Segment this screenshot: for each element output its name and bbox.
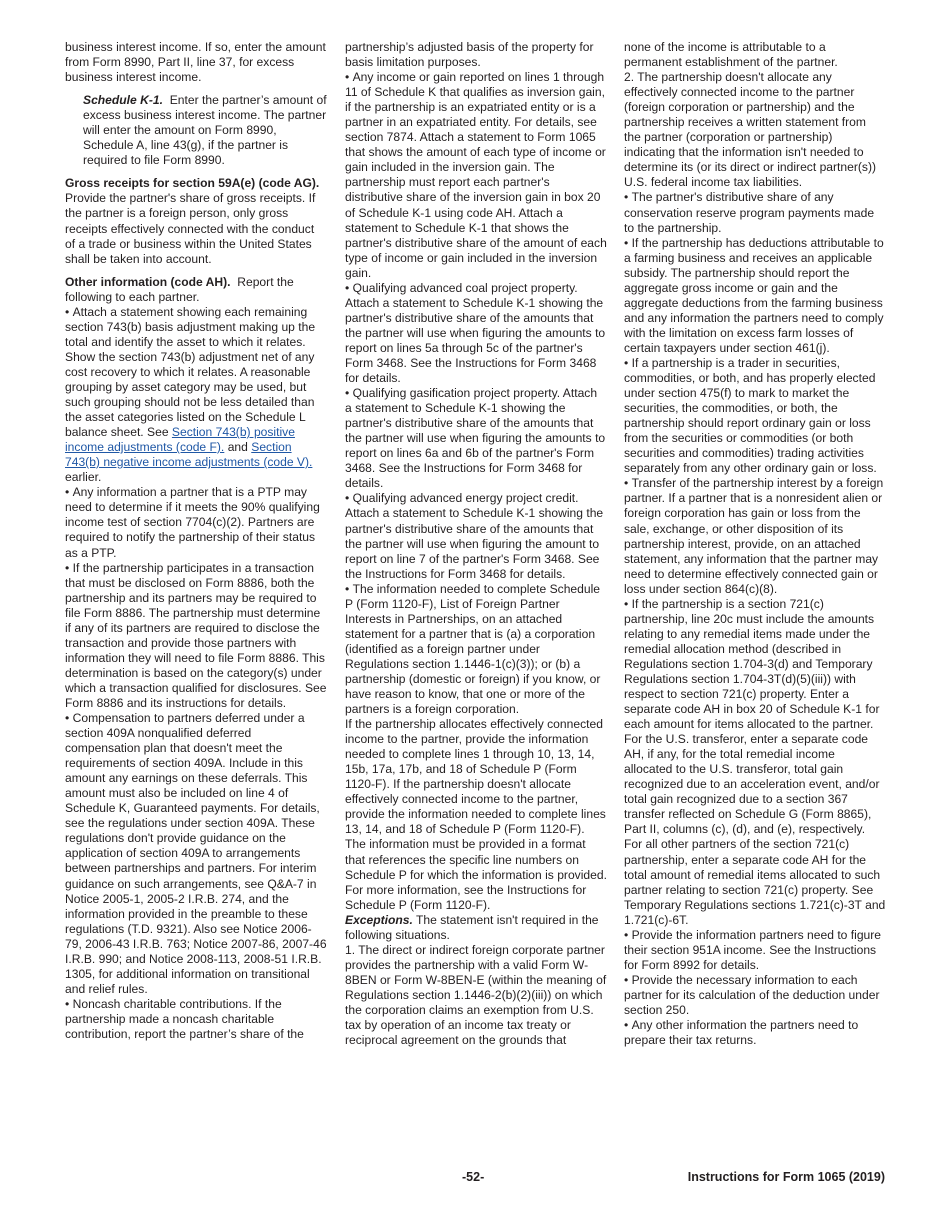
bullet-transfer-interest: • Transfer of the partnership interest by a foreign partner. If a partner that is a nonresident alien or foreign corporation has gain or loss from the sale, exchange, or other disposition of its partnership interest, provide, on an attached statement, any information that the partner may need to determine effectively connected gain or loss under section 864(c)(8). (624, 476, 886, 596)
other-information-text: Report the following to each partner. (65, 274, 294, 304)
paragraph: none of the income is attributable to a permanent establishment of the partner. (624, 40, 838, 70)
link-743b-negative[interactable]: Section 743(b) negative income adjustments (code V). (65, 440, 313, 470)
gross-receipts-heading: Gross receipts for section 59A(e) (code AG). (65, 176, 320, 191)
page-number: -52- (462, 1170, 485, 1184)
schedule-k1-label: Schedule K-1. (83, 93, 163, 108)
exception-item-2: 2. The partnership doesn't allocate any effectively connected income to the partner (foreign corporation or partnership) and the partnership receives a written statement from the partner (corporation or partnership) indicating that the information isn't needed to determine its (or its direct or indirect partner(s)) U.S. federal income tax liabilities. (624, 70, 877, 190)
gross-receipts-text: Provide the partner's share of gross receipts. If the partner is a foreign person, only gross receipts effectively connected with the conduct of a trade or business within the United States shall be taken into account. (65, 191, 316, 266)
bullet-section-743b (65, 305, 327, 486)
bullet-text: and (227, 440, 248, 455)
bullet-section-721c: • If the partnership is a section 721(c) partnership, line 20c must include the amounts relating to any remedial items made under the remedial allocation method (described in Regulations section 1.704-3(d) and Temporary Regulations section 1.704-3T(d)(5)(iii)) with respect to section 721(c) property. Enter a separate code AH in box 20 of Schedule K-1 for each amount for items allocated to the partner. For the U.S. transferor, enter a separate code AH, if any, for the total remedial income allocated to the U.S. transferor, total gain recognized due to an acceleration event, and/or total gain recognized due to a section 367 transfer reflected on Schedule G (Form 8865), Part II, columns (c), (d), and (e), respectively. For all other partners of the section 721(c) partnership, enter a separate code AH for the total amount of remedial items allocated to such partner relating to section 721(c) property. See Temporary Regulations sections 1.721(c)-3T and 1.721(c)-6T. (624, 597, 886, 928)
bullet-noncash-charitable: • Noncash charitable contributions. If the partnership made a noncash charitable contribution, report the partner’s share of the (65, 997, 327, 1042)
paragraph-effectively-connected: If the partnership allocates effectively connected income to the partner, provide the information needed to complete lines 1 through 10, 13, 14, 15b, 17a, 17b, and 18 of Schedule P (Form 1120-F). If the partnership doesn't allocate effectively connected income to the partner, provide the information needed to complete lines 13, 14, and 18 of Schedule P (Form 1120-F). The information must be provided in a format that references the specific line numbers on Schedule P for which the information is provided. For more information, see the Instructions for Schedule P (Form 1120-F). (345, 717, 607, 912)
schedule-k1-text: Enter the partner’s amount of excess business interest income. The partner will enter the amount on Form 8990, Schedule A, line 43(g), if the partner is required to file Form 8990. (83, 93, 327, 168)
bullet-conservation-reserve: • The partner's distributive share of any conservation reserve program payments made to the partnership. (624, 190, 886, 235)
bullet-advanced-energy: • Qualifying advanced energy project credit. Attach a statement to Schedule K-1 showing the partner's distributive share of the amounts that the partner will use when figuring the amount to report on line 7 of the partner's Form 3468. See the Instructions for Form 3468 for details. (345, 491, 607, 581)
column-2 (345, 40, 607, 1048)
bullet-other-info: • Any other information the partners need to prepare their tax returns. (624, 1018, 886, 1048)
bullet-section-409a: • Compensation to partners deferred under a section 409A nonqualified deferred compensation plan that doesn't meet the requirements of section 409A. Include in this amount any earnings on these deferrals. This amount must also be included on line 4 of Schedule K, Guaranteed payments. For details, see the regulations under section 409A. These regulations don't provide guidance on the application of section 409A to arrangements between partnerships and partners. For interim guidance on such arrangements, see Q&A-7 in Notice 2005-1, 2005-2 I.R.B. 274, and the information provided in the preamble to these regulations (T.D. 9321). Also see Notice 2006-79, 2006-43 I.R.B. 763; Notice 2007-86, 2007-46 I.R.B. 990; and Notice 2008-113, 2008-51 I.R.B. 1305, for additional information on transitional and relief rules. (65, 711, 327, 997)
bullet-ptp: • Any information a partner that is a PTP may need to determine if it meets the 90% qualifying income test of section 7704(c)(2). Partners are required to notify the partnership of their status as a PTP. (65, 485, 327, 560)
exceptions-text: The statement isn't required in the following situations. (345, 912, 599, 942)
column-3 (624, 40, 886, 1048)
bullet-schedule-p: • The information needed to complete Schedule P (Form 1120-F), List of Foreign Partner Interests in Partnerships, on an attached statement for a partner that is (a) a corporation (identified as a foreign partner under Regulations section 1.1446-1(c)(3)); or (b) a partnership (domestic or foreign) if you know, or have reason to know, that one or more of the partners is a foreign corporation. (345, 582, 607, 717)
bullet-advanced-coal: • Qualifying advanced coal project property. Attach a statement to Schedule K-1 showing the partner's distributive share of the amounts that the partner will use when figuring the amounts to report on lines 5a through 5c of the partner's Form 3468. See the Instructions for Form 3468 for details. (345, 281, 607, 386)
bullet-trader-securities: • If a partnership is a trader in securities, commodities, or both, and has properly elected under section 475(f) to mark to market the securities, the commodities, or both, the partnership should report ordinary gain or loss from the securities or commodities (or both securities and commodities) trading activities separately from any other ordinary gain or loss. (624, 356, 886, 476)
bullet-farming-business: • If the partnership has deductions attributable to a farming business and receives an applicable subsidy. The partnership should report the aggregate gross income or gain and the aggregate deductions from the farming business and any information the partners need to comply with the limitation on excess farm losses of certain taxpayers under section 461(j). (624, 236, 886, 356)
bullet-inversion-gain: • Any income or gain reported on lines 1 through 11 of Schedule K that qualifies as inversion gain, if the partnership is an expatriated entity or is a partner in an expatriated entity. For details, see section 7874. Attach a statement to Form 1065 that shows the amount of each type of income or gain included in the inversion gain. The partnership must report each partner's distributive share of the inversion gain in box 20 of Schedule K-1 using code AH. Attach a statement to Schedule K-1 that shows the partner's distributive share of the amount of each type of income or gain included in the inversion gain. (345, 70, 607, 281)
paragraph: business interest income. If so, enter the amount from Form 8990, Part II, line 37, for excess business interest income. (65, 40, 326, 85)
bullet-form-8886: • If the partnership participates in a transaction that must be disclosed on Form 8886, both the partnership and its partners may be required to file Form 8886. The partnership must determine if any of its partners are required to disclose the transaction and provide those partners with information they will need to file Form 8886. This determination is based on the category(s) under which a transaction qualified for disclosures. See Form 8886 and its instructions for details. (65, 561, 327, 711)
exception-item-1: 1. The direct or indirect foreign corporate partner provides the partnership with a valid Form W-8BEN or Form W-8BEN-E (within the meaning of Regulations section 1.1446-2(b)(2)(iii)) on which the corporation claims an exemption from U.S. tax by operation of an income tax treaty or reciprocal agreement on the grounds that (345, 942, 607, 1048)
bullet-section-250: • Provide the necessary information to each partner for its calculation of the deduction under section 250. (624, 973, 886, 1018)
gross-receipts-paragraph (65, 176, 327, 266)
exceptions-paragraph (345, 913, 607, 943)
bullet-gasification: • Qualifying gasification project property. Attach a statement to Schedule K-1 showing the partner's distributive share of the amounts that the partner will use when figuring the amounts to report on lines 6a and 6b of the partner's Form 3468. See the Instructions for Form 3468 for details. (345, 386, 607, 491)
footer-title: Instructions for Form 1065 (2019) (687, 1170, 885, 1184)
schedule-k1-paragraph (65, 93, 327, 168)
bullet-text: earlier. (65, 470, 102, 485)
link-743b-positive[interactable]: Section 743(b) positive income adjustments (code F). (65, 425, 295, 455)
other-information-paragraph (65, 275, 327, 305)
bullet-section-951a: • Provide the information partners need to figure their section 951A income. See the Instructions for Form 8992 for details. (624, 928, 886, 973)
other-information-heading: Other information (code AH). (65, 274, 231, 289)
paragraph: partnership’s adjusted basis of the property for basis limitation purposes. (345, 40, 594, 70)
column-1 (65, 40, 327, 1042)
bullet-text: Attach a statement showing each remaining section 743(b) basis adjustment making up the total and identify the asset to which it relates. Show the section 743(b) adjustment net of any cost recovery to which it relates. A reasonable grouping by asset category may be used, but such grouping should not be less detailed than the asset categories listed on the Schedule L balance sheet. See (65, 304, 316, 440)
exceptions-label: Exceptions. (345, 912, 413, 927)
